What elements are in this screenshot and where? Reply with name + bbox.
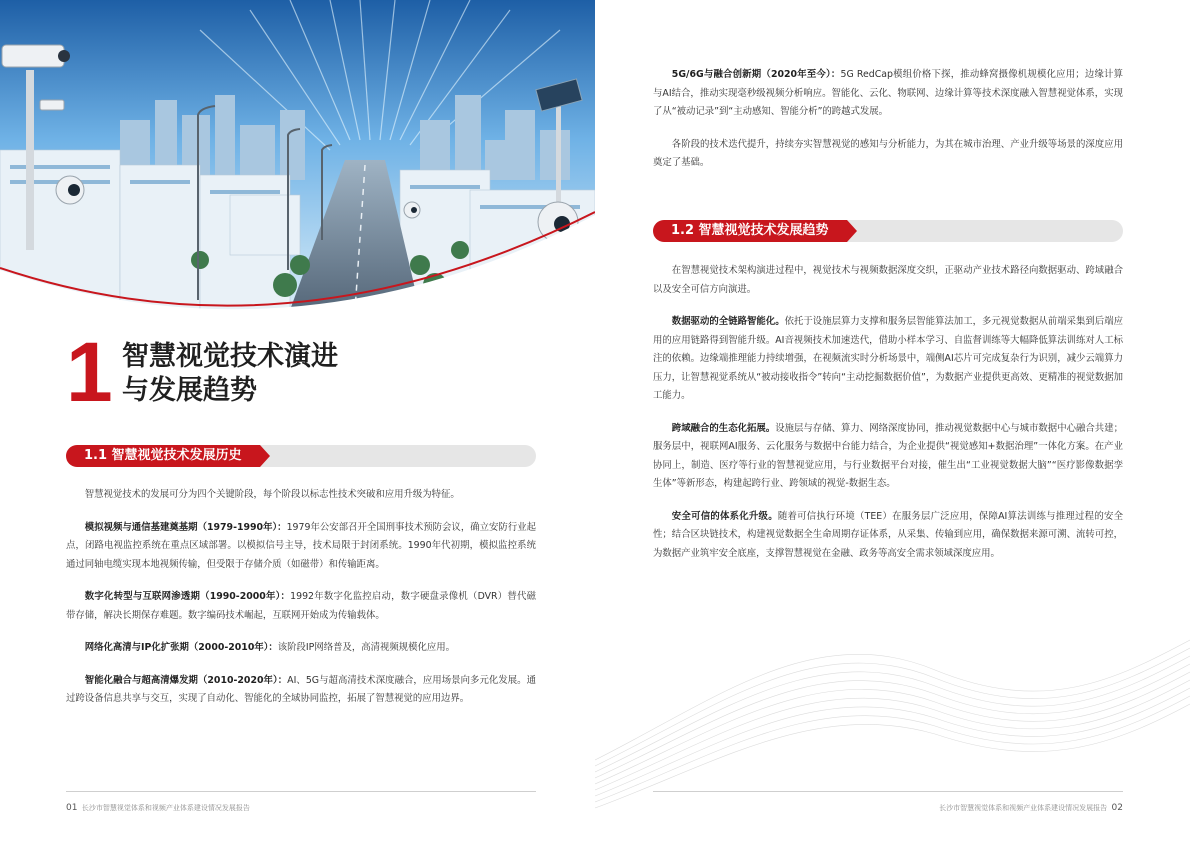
trend-3-body: 随着可信执行环境（TEE）在服务层广泛应用，保障AI算法训练与推理过程的安全性；结合区块链技术，构建视觉数据全生命周期存证体系，从采集、传输到应用，确保数据来源可溯、流转可控，为数据产业筑牢安全底座，支撑智慧视觉在金融、政务等高安全需求领域深度应用。 bbox=[653, 510, 1123, 559]
stage-4-heading: 智能化融合与超高清爆发期（2010-2020年）： bbox=[84, 674, 288, 686]
stage-2-body: 1992年数字化监控启动，数字硬盘录像机（DVR）替代磁带存储，解决长期保存难题。数字编码技术崛起，互联网开始成为传输载体。 bbox=[66, 591, 537, 621]
stage-2 bbox=[66, 588, 536, 625]
trend-2-heading: 跨域融合的生态化拓展。 bbox=[671, 422, 776, 434]
right-footer-divider bbox=[653, 791, 1123, 792]
trends-intro: 在智慧视觉技术架构演进过程中，视觉技术与视频数据深度交织，正驱动产业技术路径向数据驱动、跨域融合以及安全可信方向演进。 bbox=[653, 265, 1123, 295]
stage-1 bbox=[66, 519, 536, 575]
section-1-1-title: 1.1 智慧视觉技术发展历史 bbox=[66, 445, 260, 467]
trend-2-body: 设施层与存储、算力、网络深度协同，推动视觉数据中心与城市数据中心融合共建；服务层中，视联网AI服务、云化服务与数据中台能力结合，为企业提供“视觉感知+数据治理”一体化方案。在产业协同上，制造、医疗等行业的智慧视觉应用，与行业数据平台对接，催生出“工业视觉数据大脑”“医疗影像数据孪生体”等新形态，构建起跨行业、跨领域的视觉-数据生态。 bbox=[653, 422, 1123, 489]
left-footer bbox=[66, 803, 250, 813]
stage-3 bbox=[66, 639, 536, 658]
chapter-title bbox=[122, 340, 338, 408]
trend-1-heading: 数据驱动的全链路智能化。 bbox=[671, 316, 785, 327]
trend-1 bbox=[653, 313, 1123, 406]
stage-1-heading: 模拟视频与通信基建奠基期（1979-1990年）： bbox=[84, 521, 287, 533]
history-summary: 各阶段的技术迭代提升，持续夯实智慧视觉的感知与分析能力，为其在城市治理、产业升级等场景的深度应用奠定了基础。 bbox=[653, 138, 1123, 168]
stage-5-heading: 5G/6G与融合创新期（2020年至今）： bbox=[671, 69, 841, 80]
chapter-title-line1: 智慧视觉技术演进 bbox=[122, 341, 338, 372]
trend-3 bbox=[653, 508, 1123, 564]
stage-4 bbox=[66, 672, 536, 709]
right-page bbox=[595, 0, 1190, 846]
stage-4-body: AI、5G与超高清技术深度融合，应用场景向多元化发展。通过跨设备信息共享与交互，实现了自动化、智能化的全域协同监控，拓展了智慧视觉的应用边界。 bbox=[66, 674, 536, 704]
left-footer-divider bbox=[66, 791, 536, 792]
chapter-number: 1 bbox=[66, 325, 113, 419]
trend-3-heading: 安全可信的体系化升级。 bbox=[671, 510, 778, 522]
stage-5-block bbox=[653, 66, 1123, 173]
decorative-wave bbox=[595, 560, 1190, 810]
section-1-1-header bbox=[66, 445, 536, 467]
stage-2-heading: 数字化转型与互联网渗透期（1990-2000年）： bbox=[84, 591, 291, 602]
left-footer-title: 长沙市智慧视觉体系和视频产业体系建设情况发展报告 bbox=[81, 804, 250, 812]
section-1-2-title: 1.2 智慧视觉技术发展趋势 bbox=[653, 220, 847, 242]
left-page-number: 01 bbox=[66, 803, 78, 813]
right-page-number: 02 bbox=[1111, 803, 1123, 813]
trends-body bbox=[653, 262, 1123, 563]
stage-3-heading: 网络化高清与IP化扩张期（2000-2010年）： bbox=[84, 642, 278, 653]
history-body bbox=[66, 486, 536, 709]
stage-5 bbox=[653, 66, 1123, 122]
right-footer bbox=[939, 803, 1123, 813]
stage-3-body: 该阶段IP网络普及，高清视频规模化应用。 bbox=[277, 642, 455, 653]
section-1-2-header bbox=[653, 220, 1123, 242]
trend-2 bbox=[653, 420, 1123, 494]
trend-1-body: 依托于设施层算力支撑和服务层智能算法加工，多元视觉数据从前端采集到后端应用的应用链路得到智能升级。AI音视频技术加速迭代，借助小样本学习、自监督训练等大幅降低算法训练对人工标注的依赖。边缘端推理能力持续增强，在视频流实时分析场景中，端侧AI芯片可完成复杂行为识别，减少云端算力压力，让智慧视觉系统从“被动接收指令”转向“主动挖掘数据价值”，为数据产业提供更高效、更精准的视觉数据加工能力。 bbox=[653, 316, 1123, 401]
history-intro: 智慧视觉技术的发展可分为四个关键阶段，每个阶段以标志性技术突破和应用升级为特征。 bbox=[84, 489, 460, 500]
chapter-title-line2: 与发展趋势 bbox=[122, 375, 257, 406]
hero-city-illustration bbox=[0, 0, 595, 310]
stage-1-body: 1979年公安部召开全国刑事技术预防会议，确立安防行业起点，闭路电视监控系统在重点区域部署。以模拟信号主导，技术局限于封闭系统。1990年代初期，模拟监控系统通过同轴电缆实现本地视频传输，但受限于存储介质（如磁带）和传输距离。 bbox=[66, 521, 536, 570]
right-footer-title: 长沙市智慧视觉体系和视频产业体系建设情况发展报告 bbox=[939, 804, 1108, 812]
stage-5-body: 5G RedCap模组价格下探，推动蜂窝摄像机规模化应用；边缘计算与AI结合，推动实现毫秒级视频分析响应。智能化、云化、物联网、边缘计算等技术深度融入智慧视觉体系，实现了从“被动记录”到“主动感知、智能分析”的跨越式发展。 bbox=[653, 69, 1124, 117]
